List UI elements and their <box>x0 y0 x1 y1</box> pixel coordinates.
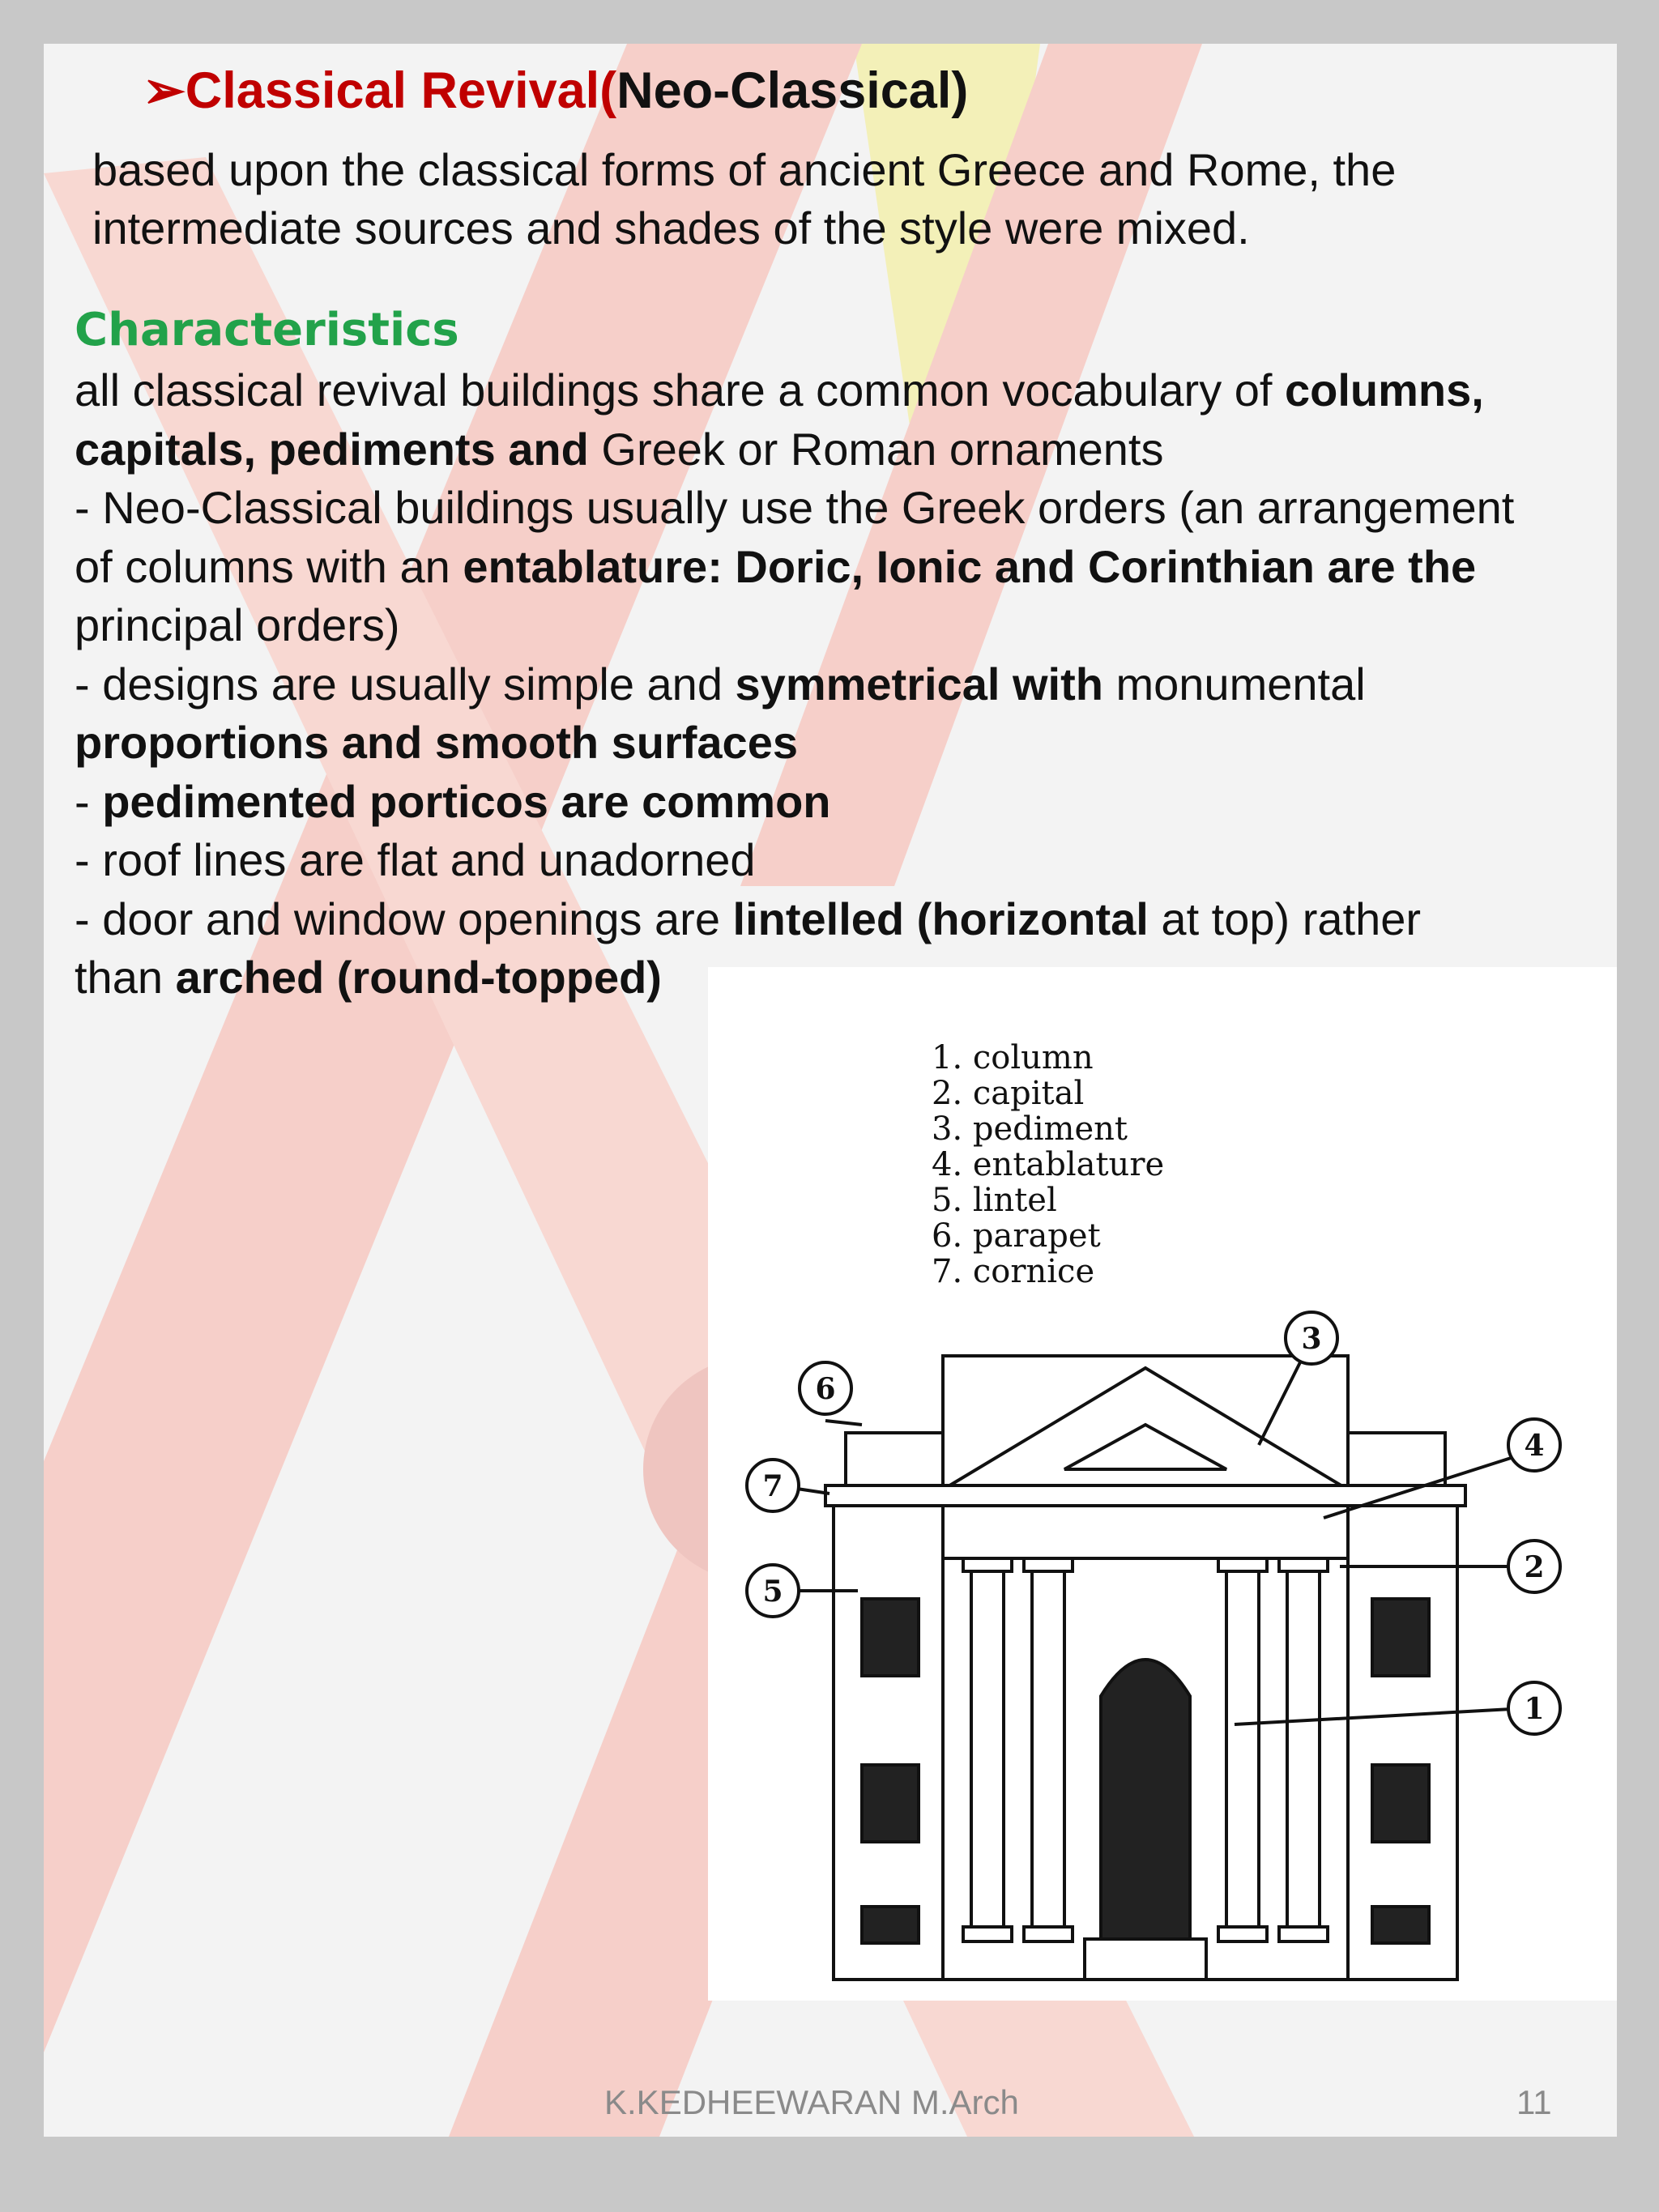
capital-3 <box>1218 1558 1267 1571</box>
callout-label-6: 6 <box>815 1372 836 1406</box>
capital-1 <box>963 1558 1012 1571</box>
bold-text-run: proportions and smooth surfaces <box>75 717 798 768</box>
legend-item: 7. cornice <box>932 1253 1095 1290</box>
legend-item: 2. capital <box>932 1075 1085 1112</box>
leader-6 <box>825 1421 862 1425</box>
page-number: 11 <box>1516 2083 1552 2121</box>
bold-text-run: symmetrical with <box>735 658 1103 710</box>
bold-text-run: lintelled (horizontal <box>732 893 1149 944</box>
text-run: - roof lines are flat and unadorned <box>75 834 756 885</box>
text-run: all classical revival buildings share a common vocabulary of <box>75 364 1286 416</box>
window-left-middle <box>862 1765 919 1842</box>
text-run: at top) rather <box>1148 893 1422 944</box>
characteristics-line <box>75 361 1614 420</box>
diagram-legend <box>932 1040 1164 1289</box>
legend-item: 4. entablature <box>932 1146 1165 1183</box>
legend-item: 5. lintel <box>932 1182 1057 1219</box>
capital-4 <box>1279 1558 1328 1571</box>
characteristics-line <box>75 538 1614 597</box>
intro-paragraph: based upon the classical forms of ancient Greece and Rome, the intermediate sources and shades of the style were mixed. <box>92 144 1397 254</box>
callout-label-4: 4 <box>1524 1429 1545 1463</box>
characteristics-line <box>75 714 1614 773</box>
bold-text-run: columns, <box>1285 364 1484 416</box>
window-right-middle <box>1372 1765 1429 1842</box>
text-run: than <box>75 952 176 1003</box>
characteristics-line <box>75 655 1614 714</box>
title-arrow-icon: ➢ <box>143 62 186 119</box>
bold-text-run: arched (round-topped) <box>175 952 662 1003</box>
text-run: monumental <box>1102 658 1366 710</box>
arched-door <box>1101 1660 1190 1939</box>
characteristics-list <box>75 361 1614 1008</box>
bold-text-run: entablature: Doric, Ionic and Corinthian are the <box>463 540 1477 592</box>
bold-text-run: pedimented porticos are common <box>102 775 831 827</box>
characteristics-line <box>75 479 1614 538</box>
window-left-lower <box>862 1907 919 1943</box>
window-right-lower <box>1372 1907 1429 1943</box>
parapet-right <box>1348 1433 1445 1485</box>
text-run: Greek or Roman ornaments <box>588 423 1164 475</box>
callout-label-7: 7 <box>762 1469 783 1503</box>
callout-label-3: 3 <box>1301 1322 1322 1356</box>
characteristics-line <box>75 831 1614 890</box>
text-run: of columns with an <box>75 540 463 592</box>
text-run: - Neo-Classical buildings usually use the Greek orders (an arrangement <box>75 482 1515 533</box>
characteristics-line <box>75 890 1614 949</box>
title-classical-revival: Classical Revival( <box>185 62 617 119</box>
title-neo-classical: Neo-Classical) <box>616 62 969 119</box>
callout-label-5: 5 <box>762 1575 783 1609</box>
characteristics-line <box>75 773 1614 832</box>
characteristics-line <box>75 596 1614 655</box>
text-run: - door and window openings are <box>75 893 733 944</box>
entablature <box>943 1506 1348 1558</box>
slide <box>44 44 1617 2137</box>
text-run: - designs are usually simple and <box>75 658 736 710</box>
callout-label-2: 2 <box>1524 1550 1545 1584</box>
characteristics-line <box>75 420 1614 479</box>
capital-2 <box>1024 1558 1073 1571</box>
bold-text-run: capitals, pediments and <box>75 423 589 475</box>
legend-item: 6. parapet <box>932 1217 1101 1255</box>
legend-item: 3. pediment <box>932 1110 1128 1148</box>
footer-author: K.KEDHEEWARAN M.Arch <box>604 2083 1019 2121</box>
characteristics-heading: Characteristics <box>75 304 459 356</box>
legend-item: 1. column <box>932 1039 1094 1076</box>
parapet-left <box>846 1433 943 1485</box>
page-title <box>143 60 968 121</box>
callout-label-1: 1 <box>1524 1692 1545 1726</box>
building-diagram <box>708 967 1617 2001</box>
window-left-upper <box>862 1599 919 1676</box>
window-right-upper <box>1372 1599 1429 1676</box>
text-run: principal orders) <box>75 599 400 650</box>
text-run: - <box>75 775 103 827</box>
leader-3 <box>1259 1356 1303 1445</box>
